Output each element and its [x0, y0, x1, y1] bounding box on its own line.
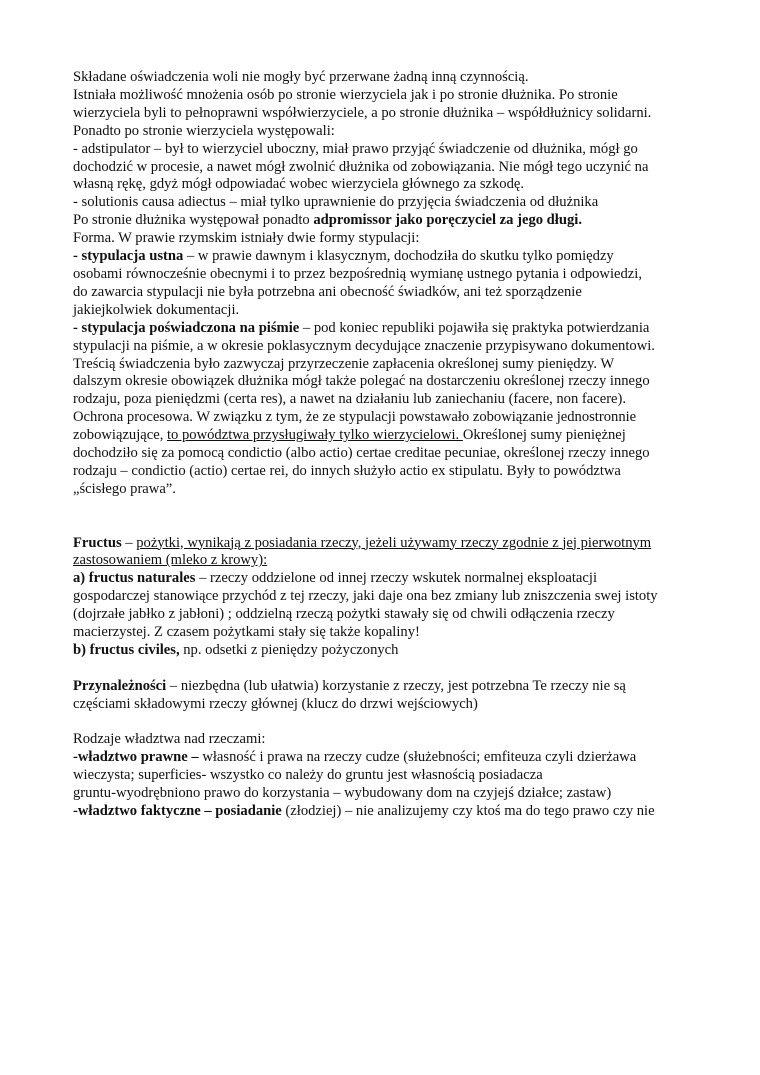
fructus-definition: pożytki, wynikają z posiadania rzeczy, jeżeli używamy rzeczy zgodnie z jej pierwotnym: [136, 534, 652, 551]
wladztwo-prawne-term: -władztwo prawne –: [73, 749, 199, 766]
paragraph-line: (dojrzałe jabłko z jabłoni) ; oddzielną rzeczą pożytki stawały się od chwili odłączenia rzeczy: [73, 606, 615, 623]
fructus-naturales-line: [73, 570, 713, 588]
fructus-civiles-rest: np. odsetki z pieniędzy pożyczonych: [179, 641, 399, 658]
ochrona-rest: Określonej sumy pieniężnej: [462, 427, 626, 444]
paragraph-line: macierzystej. Z czasem pożytkami stały się także kopaliny!: [73, 624, 420, 641]
spacer: [73, 714, 713, 732]
pismie-rest: – pod koniec republiki pojawiła się praktyka potwierdzania: [299, 319, 650, 336]
fructus-civiles-term: b) fructus civiles,: [73, 641, 180, 658]
paragraph-line: rodzaju – condictio (actio) certae rei, do innych służyło actio ex stipulatu. Były to powództwa: [73, 462, 621, 479]
fructus-definition-2: zastosowaniem (mleko z krowy):: [73, 552, 268, 569]
ochrona-line: [73, 427, 713, 445]
przynaleznosci-title: Przynależności: [73, 677, 167, 694]
paragraph-line: częściami składowymi rzeczy głównej (klucz do drzwi wejściowych): [73, 695, 478, 712]
paragraph-line: gruntu-wyodrębniono prawo do korzystania – wybudowany dom na czyjejś działce; zastaw): [73, 785, 612, 802]
paragraph-line: Ochrona procesowa. W związku z tym, że ze stypulacji powstawało zobowiązanie jednostronnie: [73, 409, 637, 426]
wladztwo-faktyczne-term: -władztwo faktyczne – posiadanie: [73, 803, 282, 820]
stypulacja-ustna-line: [73, 248, 713, 266]
paragraph-line: wierzyciela byli to pełnoprawni współwierzyciele, a po stronie dłużnika – współdłużnicy solidarni.: [73, 104, 652, 121]
adpromissor-prefix: Po stronie dłużnika występował ponadto: [73, 212, 314, 229]
fructus-civiles-line: [73, 642, 713, 660]
paragraph-line: - solutionis causa adiectus – miał tylko uprawnienie do przyjęcia świadczenia od dłużnika: [73, 194, 599, 211]
paragraph-line: Treścią świadczenia było zazwyczaj przyrzeczenie zapłacenia określonej sumy pieniędzy. W: [73, 355, 615, 372]
wladztwo-heading: Rodzaje władztwa nad rzeczami:: [73, 731, 266, 748]
wladztwo-faktyczne-rest: (złodziej) – nie analizujemy czy ktoś ma do tego prawo czy nie: [281, 803, 655, 820]
paragraph-line: Ponadto po stronie wierzyciela występowali:: [73, 122, 335, 139]
wladztwo-prawne-line: [73, 749, 713, 767]
paragraph-line: Istniała możliwość mnożenia osób po stronie wierzyciela jak i po stronie dłużnika. Po stronie: [73, 86, 618, 103]
paragraph-line: „ścisłego prawa”.: [73, 480, 176, 497]
paragraph-line: dochodziło się za pomocą condictio (albo actio) certae creditae pecuniae, określonej rzeczy innego: [73, 445, 650, 462]
spacer: [73, 499, 713, 535]
spacer: [73, 660, 713, 678]
ustna-dash: -: [73, 248, 82, 265]
paragraph-line: własną rękę, gdyż mógł odpowiadać wobec wierzyciela głównego za szkodę.: [73, 176, 525, 193]
paragraph-line: dochodzić w procesie, a nawet mógł zwolnić dłużnika od zobowiązania. Nie mógł tego uczynić na: [73, 158, 649, 175]
fructus-definition-cont: [73, 552, 713, 570]
wladztwo-faktyczne-line: [73, 803, 713, 821]
przynaleznosci-line: [73, 678, 713, 696]
stypulacja-pismie-line: [73, 320, 713, 338]
paragraph-line: jakiejkolwiek dokumentacji.: [73, 301, 240, 318]
paragraph-line: dalszym okresie obowiązek dłużnika mógł także polegać na dostarczeniu określonej rzeczy innego: [73, 373, 650, 390]
paragraph-line: osobami równocześnie obecnymi i to przez bezpośrednią wymianę ustnego pytania i odpowiedzi,: [73, 265, 642, 282]
adpromissor-line: [73, 212, 713, 230]
fructus-dash: –: [121, 534, 137, 551]
fructus-naturales-term: a) fructus naturales: [73, 570, 196, 587]
ochrona-underlined: to powództwa przysługiwały tylko wierzycielowi.: [167, 427, 463, 444]
fructus-title: Fructus: [73, 534, 122, 551]
przynaleznosci-rest: – niezbędna (lub ułatwia) korzystanie z rzeczy, jest potrzebna Te rzeczy nie są: [166, 677, 626, 694]
paragraph-line: rodzaju, poza pieniędzmi (certa res), a nawet na działaniu lub zaniechaniu (facere, non facere).: [73, 391, 627, 408]
ochrona-prefix: zobowiązujące,: [73, 427, 167, 444]
paragraph-line: stypulacji na piśmie, a w okresie poklasycznym decydujące znaczenie przypisywano dokumentowi.: [73, 337, 655, 354]
paragraph-line: - adstipulator – był to wierzyciel uboczny, miał prawo przyjąć świadczenie od dłużnika, mógł go: [73, 140, 638, 157]
adpromissor-bold: adpromissor jako poręczyciel za jego długi.: [313, 212, 582, 229]
ustna-term: stypulacja ustna: [81, 248, 184, 265]
ustna-rest: – w prawie dawnym i klasycznym, dochodziła do skutku tylko pomiędzy: [183, 248, 614, 265]
forma-line: Forma. W prawie rzymskim istniały dwie formy stypulacji:: [73, 230, 420, 247]
paragraph-line: do zawarcia stypulacji nie była potrzebna ani obecność świadków, ani też sporządzenie: [73, 283, 582, 300]
paragraph-line: Składane oświadczenia woli nie mogły być przerwane żadną inną czynnością.: [73, 69, 529, 85]
pismie-dash: -: [73, 319, 82, 336]
fructus-naturales-rest: – rzeczy oddzielone od innej rzeczy wskutek normalnej eksploatacji: [195, 570, 597, 587]
pismie-term: stypulacja poświadczona na piśmie: [81, 319, 300, 336]
paragraph-line: gospodarczej stanowiące przychód z tej rzeczy, jaki daje ona bez zmiany lub zniszczenia swej istoty: [73, 588, 658, 605]
wladztwo-prawne-rest: własność i prawa na rzeczy cudze (służebności; emfiteuza czyli dzierżawa: [198, 749, 637, 766]
paragraph-line: wieczysta; superficies- wszystko co należy do gruntu jest własnością posiadacza: [73, 767, 543, 784]
fructus-heading-line: [73, 535, 713, 553]
document-page: [73, 69, 713, 821]
